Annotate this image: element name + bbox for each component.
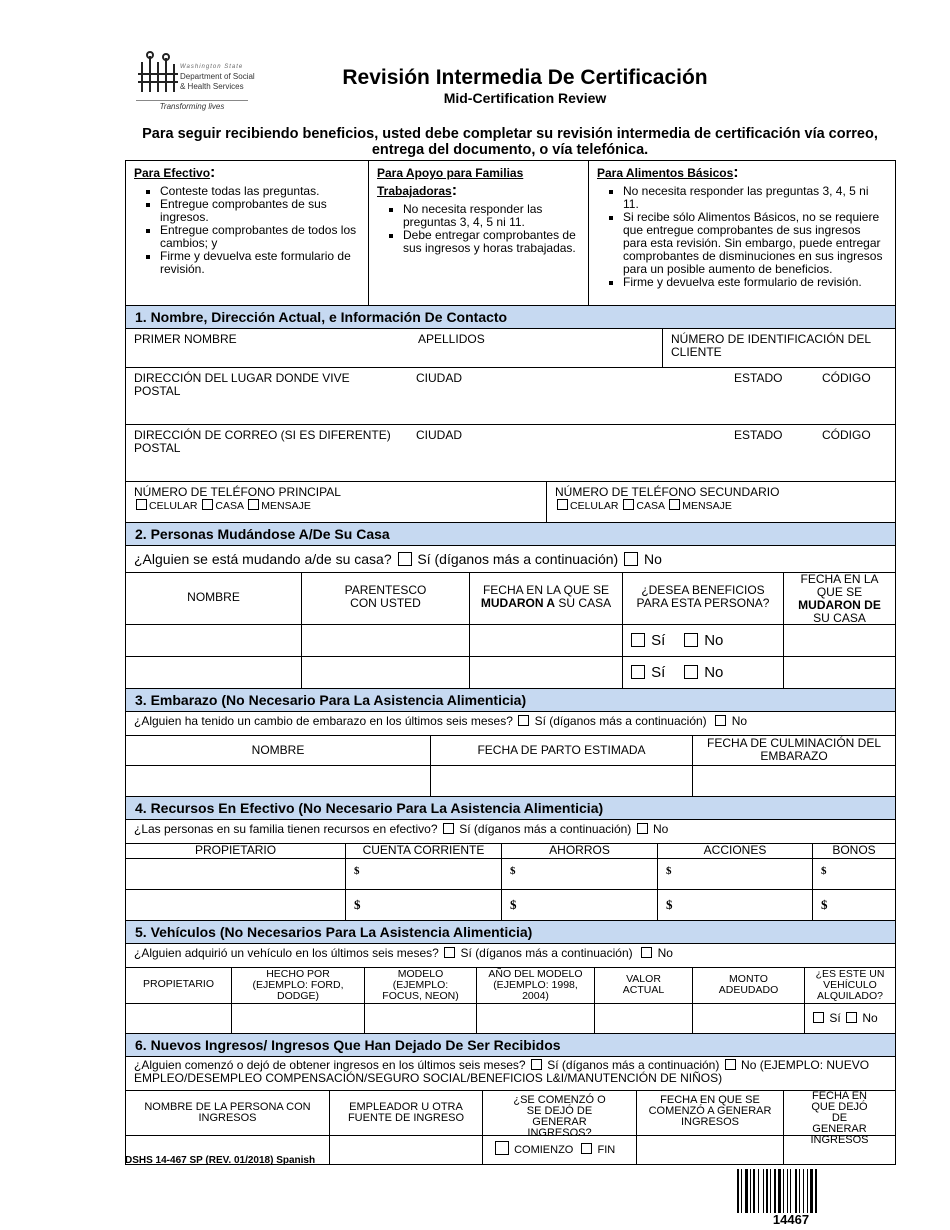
moving-yes-checkbox[interactable] bbox=[398, 552, 412, 566]
wccc-instruction-list bbox=[377, 203, 580, 255]
name-cell[interactable] bbox=[126, 657, 301, 688]
stocks-cell[interactable]: $ bbox=[657, 890, 812, 920]
section-5-header: 5. Vehículos (No Necesarios Para La Asistencia Alimenticia) bbox=[126, 921, 895, 944]
leased-yes-checkbox[interactable] bbox=[813, 1012, 824, 1023]
income-question: ¿Alguien comenzó o dejó de obtener ingresos en los últimos seis meses? Sí (díganos más a continuación) No (EJEMPLO: NUEVO EMPLEO/DESEMPLEO COMPENSACIÓN/SEGURO SOCIAL/BENEFICIOS L&I/MANUTENCIÓN DE NIÑOS) bbox=[126, 1057, 895, 1091]
year-cell[interactable] bbox=[476, 1004, 594, 1033]
food-instructions: Para Alimentos Básicos: ▪ No necesita responder las preguntas 3, 4, 5 ni 11. ▪ Si recibe sólo Alimentos Básicos, no se requiere que entregue comprobantes de sus ingresos para esta revisión. Sin embargo, puede entregar comprobantes de disminuciones en sus ingresos para un posible aumento de beneficios. ▪ Firme y devuelva este formulario de revisión. bbox=[588, 161, 895, 305]
resources-no-checkbox[interactable] bbox=[637, 823, 648, 834]
barcode-number: 14467 bbox=[772, 1212, 810, 1227]
end-date-cell[interactable] bbox=[783, 1136, 895, 1164]
table-row: COMIENZO FIN bbox=[126, 1136, 895, 1164]
list-item: ▪ Entregue comprobantes de sus ingresos. bbox=[160, 198, 360, 224]
mailing-address-row[interactable]: DIRECCIÓN DE CORREO (SI ES DIFERENTE) POSTAL CIUDAD ESTADO CÓDIGO bbox=[126, 425, 895, 482]
vehicle-table-header: PROPIETARIO HECHO POR (EJEMPLO: FORD, DODGE) MODELO (EJEMPLO: FOCUS, NEON) AÑO DEL MODELO (EJEMPLO: 1998, 2004) VALOR ACTUAL MONTO ADEUDADO ¿ES ESTE UN VEHÍCULO ALQUILADO? bbox=[126, 968, 895, 1004]
instructions-row bbox=[126, 161, 895, 306]
relation-cell[interactable] bbox=[301, 657, 469, 688]
section-4-header: 4. Recursos En Efectivo (No Necesario Para La Asistencia Alimenticia) bbox=[126, 797, 895, 820]
pregnancy-yes-checkbox[interactable] bbox=[518, 715, 529, 726]
list-item: ▪ Firme y devuelva este formulario de revisión. bbox=[623, 276, 887, 289]
home-checkbox[interactable] bbox=[202, 499, 213, 510]
moving-question: ¿Alguien se está mudando a/de su casa? Sí (díganos más a continuación) No bbox=[126, 546, 895, 573]
phone-row bbox=[126, 482, 895, 523]
name-cell[interactable] bbox=[126, 625, 301, 656]
review-form bbox=[125, 160, 896, 1165]
owner-cell[interactable] bbox=[126, 1004, 231, 1033]
message-checkbox[interactable] bbox=[669, 499, 680, 510]
page-subtitle: Mid-Certification Review bbox=[443, 90, 607, 106]
savings-cell[interactable]: $ bbox=[501, 859, 657, 889]
name-row bbox=[126, 329, 895, 368]
bonds-cell[interactable]: $ bbox=[812, 890, 895, 920]
wccc-instructions: Para Apoyo para Familias Trabajadoras: ▪ No necesita responder las preguntas 3, 4, 5 ni 11. ▪ Debe entregar comprobantes de sus ingresos y horas trabajadas. bbox=[368, 161, 588, 305]
resources-yes-checkbox[interactable] bbox=[443, 823, 454, 834]
secondary-phone-field[interactable]: NÚMERO DE TELÉFONO SECUNDARIO CELULAR CASA MENSAJE bbox=[546, 482, 895, 522]
list-item: ▪ Firme y devuelva este formulario de revisión. bbox=[160, 250, 360, 276]
resources-table-header: PROPIETARIO CUENTA CORRIENTE AHORROS ACCIONES BONOS bbox=[126, 844, 895, 859]
table-row bbox=[126, 859, 895, 890]
list-item: ▪ Debe entregar comprobantes de sus ingresos y horas trabajadas. bbox=[403, 229, 580, 255]
due-date-cell[interactable] bbox=[430, 766, 692, 796]
income-yes-checkbox[interactable] bbox=[531, 1059, 542, 1070]
checking-cell[interactable]: $ bbox=[345, 859, 501, 889]
move-out-date-cell[interactable] bbox=[783, 657, 895, 688]
moving-no-checkbox[interactable] bbox=[624, 552, 638, 566]
ended-checkbox[interactable] bbox=[581, 1143, 592, 1154]
moving-table-header: NOMBRE PARENTESCO CON USTED FECHA EN LA QUE SE MUDARON A SU CASA ¿DESEA BENEFICIOS PARA ESTA PERSONA? FECHA EN LA QUE SE MUDARON DE SU CASA bbox=[126, 573, 895, 625]
vehicle-yes-checkbox[interactable] bbox=[444, 947, 455, 958]
move-in-date-cell[interactable] bbox=[469, 657, 622, 688]
table-row: Sí No bbox=[126, 657, 895, 689]
list-item: ▪ Si recibe sólo Alimentos Básicos, no se requiere que entregue comprobantes de sus ingresos para esta revisión. Sin embargo, puede entregar comprobantes de disminuciones en sus ingresos para un posible aumento de beneficios. bbox=[623, 211, 887, 276]
benefits-yes-checkbox[interactable] bbox=[631, 633, 645, 647]
form-id: DSHS 14-467 SP (REV. 01/2018) Spanish bbox=[125, 1155, 316, 1166]
benefits-no-checkbox[interactable] bbox=[684, 665, 698, 679]
section-1-header: 1. Nombre, Dirección Actual, e Información De Contacto bbox=[126, 306, 895, 329]
food-instruction-list bbox=[597, 185, 887, 289]
logo-tagline: Transforming lives bbox=[136, 100, 248, 111]
make-cell[interactable] bbox=[231, 1004, 364, 1033]
section-3-header: 3. Embarazo (No Necesario Para La Asistencia Alimenticia) bbox=[126, 689, 895, 712]
list-item: ▪ Conteste todas las preguntas. bbox=[160, 185, 360, 198]
pregnancy-table-header: NOMBRE FECHA DE PARTO ESTIMADA FECHA DE CULMINACIÓN DEL EMBARAZO bbox=[126, 736, 895, 766]
list-item: ▪ No necesita responder las preguntas 3, 4, 5 ni 11. bbox=[623, 185, 887, 211]
savings-cell[interactable]: $ bbox=[501, 890, 657, 920]
cash-instructions: Para Efectivo: ▪ Conteste todas las preguntas. ▪ Entregue comprobantes de sus ingresos. ▪ Entregue comprobantes de todos los cambios; y ▪ Firme y devuelva este formulario de revisión. bbox=[126, 161, 368, 305]
list-item: ▪ Entregue comprobantes de todos los cambios; y bbox=[160, 224, 360, 250]
name-cell[interactable] bbox=[126, 766, 430, 796]
home-checkbox[interactable] bbox=[623, 499, 634, 510]
table-row: Sí No bbox=[126, 1004, 895, 1034]
home-address-row[interactable]: DIRECCIÓN DEL LUGAR DONDE VIVE POSTAL CIUDAD ESTADO CÓDIGO bbox=[126, 368, 895, 425]
income-table-header: NOMBRE DE LA PERSONA CON INGRESOS EMPLEADOR U OTRA FUENTE DE INGRESO ¿SE COMENZÓ O SE DEJÓ DE GENERAR INGRESOS? FECHA EN QUE SE COMENZÓ A GENERAR INGRESOS FECHA EN QUE DEJÓ DE GENERAR INGRESOS bbox=[126, 1091, 895, 1136]
move-in-date-cell[interactable] bbox=[469, 625, 622, 656]
move-out-date-cell[interactable] bbox=[783, 625, 895, 656]
intro-text: Para seguir recibiendo beneficios, usted debe completar su revisión intermedia de certificación vía correo, entrega del documento, o vía telefónica. bbox=[142, 126, 878, 158]
model-cell[interactable] bbox=[364, 1004, 476, 1033]
table-row bbox=[126, 890, 895, 921]
started-checkbox[interactable] bbox=[495, 1141, 509, 1155]
cell-checkbox[interactable] bbox=[557, 499, 568, 510]
dshs-logo-text: Washington State Department of Social & Health Services bbox=[180, 64, 255, 91]
section-2-header: 2. Personas Mudándose A/De Su Casa bbox=[126, 523, 895, 546]
start-date-cell[interactable] bbox=[636, 1136, 783, 1164]
income-no-checkbox[interactable] bbox=[725, 1059, 736, 1070]
section-6-header: 6. Nuevos Ingresos/ Ingresos Que Han Dejado De Ser Recibidos bbox=[126, 1034, 895, 1057]
pregnancy-no-checkbox[interactable] bbox=[715, 715, 726, 726]
value-cell[interactable] bbox=[594, 1004, 692, 1033]
relation-cell[interactable] bbox=[301, 625, 469, 656]
primary-phone-field[interactable]: NÚMERO DE TELÉFONO PRINCIPAL CELULAR CASA MENSAJE bbox=[134, 485, 341, 512]
employer-cell[interactable] bbox=[329, 1136, 482, 1164]
benefits-no-checkbox[interactable] bbox=[684, 633, 698, 647]
resources-question: ¿Las personas en su familia tienen recursos en efectivo? Sí (díganos más a continuación) No bbox=[126, 820, 895, 844]
cell-checkbox[interactable] bbox=[136, 499, 147, 510]
owner-cell[interactable] bbox=[126, 859, 345, 889]
owner-cell[interactable] bbox=[126, 890, 345, 920]
client-id-field[interactable]: NÚMERO DE IDENTIFICACIÓN DEL CLIENTE bbox=[662, 329, 895, 367]
end-date-cell[interactable] bbox=[692, 766, 895, 796]
message-checkbox[interactable] bbox=[248, 499, 259, 510]
bonds-cell[interactable]: $ bbox=[812, 859, 895, 889]
vehicle-no-checkbox[interactable] bbox=[641, 947, 652, 958]
table-row: Sí No bbox=[126, 625, 895, 657]
owed-cell[interactable] bbox=[692, 1004, 804, 1033]
barcode-icon bbox=[737, 1168, 845, 1214]
table-row bbox=[126, 766, 895, 797]
list-item: ▪ No necesita responder las preguntas 3, 4, 5 ni 11. bbox=[403, 203, 580, 229]
stocks-cell[interactable]: $ bbox=[657, 859, 812, 889]
cash-instruction-list bbox=[134, 185, 360, 276]
leased-no-checkbox[interactable] bbox=[846, 1012, 857, 1023]
name-field[interactable]: PRIMER NOMBRE APELLIDOS bbox=[134, 332, 485, 346]
vehicle-question: ¿Alguien adquirió un vehículo en los últimos seis meses? Sí (díganos más a continuación) No bbox=[126, 944, 895, 968]
pregnancy-question: ¿Alguien ha tenido un cambio de embarazo en los últimos seis meses? Sí (díganos más a continuación) No bbox=[126, 712, 895, 736]
checking-cell[interactable]: $ bbox=[345, 890, 501, 920]
benefits-yes-checkbox[interactable] bbox=[631, 665, 645, 679]
page-title: Revisión Intermedia De Certificación bbox=[342, 66, 708, 89]
